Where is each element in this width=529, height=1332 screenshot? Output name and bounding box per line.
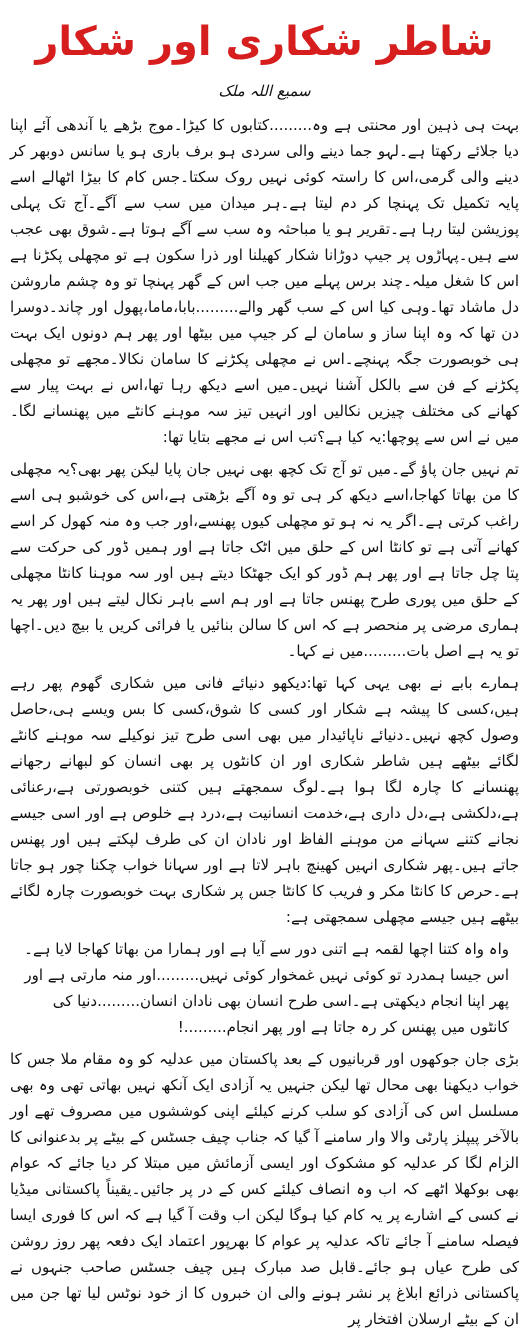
article-paragraph: ہمارے بابے نے بھی یہی کہا تھا:دیکھو دنیائے فانی میں شکاری گھوم پھر رہے ہیں،کسی کا پیشہ ہے شکار اور کسی کا شوق،کسی کا بس ویسے ہی،حاصل وصول کچھ نہیں۔دنیائے ناپائیدار میں بھی اسی طرح تیز نوکیلے سہ موہنے کانٹے لگائے بیٹھے ہیں شاطر شکاری اور ان کانٹوں پر بھی انسان کو لبھانے رجھانے پھنسانے کا چارہ لگا ہوا ہے۔لوگ سمجھتے ہیں کتنی خوبصورتی ہے،رعنائی ہے،دلکشی ہے،دل داری ہے،خدمت انسانیت ہے،درد ہے خلوص ہے اور اسی جیسے نجانے کتنے سہانے من موہنے الفاظ اور نادان ان کی طرف لپکتے ہیں اور پھنس جاتے ہیں۔پھر شکاری انہیں کھینچ باہر لاتا ہے اور سہانا خواب چکنا چور ہو جاتا ہے۔حرص کا کانٹا مکر و فریب کا کانٹا جس پر شکاری بہت خوبصورت چارہ لگائے بیٹھے ہیں جیسے مچھلی سمجھتی ہے: bbox=[10, 674, 519, 926]
article-body bbox=[10, 112, 519, 1332]
article-paragraph: بہت ہی ذہین اور محنتی ہے وہ.........کتابوں کا کیڑا۔موج بڑھے یا آندھی آئے اپنا دیا جلائے رکھتا ہے۔لہو جما دینے والی سردی ہو برف باری ہو یا سانس دوبھر کر دینے والی گرمی،اس کا راستہ کوئی نہیں روک سکتا۔جس کام کا بیڑا اٹھالے اسے پایہ تکمیل تک پہنچا کر دم لیتا ہے۔ہر میدان میں سب سے آگے۔آج تک پہلی پوزیشن لیتا رہا ہے۔تقریر ہو یا مباحثہ وہ سب سے آگے ہوتا ہے۔شوق بھی عجب سے ہیں۔پہاڑوں پر جیپ دوڑانا شکار کھیلنا اور ذرا سکون ہے تو مچھلی پکڑنا ہے اس کا شغل میلہ۔چند برس پہلے میں جب اس کے گھر پہنچا تو وہ چشم ماروشن دل ماشاد تھا۔وہی کیا اس کے سب گھر والے.........بابا،ماما،پھول اور چاند۔دوسرا دن تھا کہ وہ اپنا ساز و سامان لے کر جیپ میں بیٹھا اور پھر ہم دونوں ایک بہت ہی خوبصورت جگہ پہنچے۔اس نے مچھلی پکڑنے کا سامان نکالا۔مجھے تو مچھلی پکڑنے کے فن سے بالکل آشنا نہیں۔میں اسے دیکھ رہا تھا،اس نے بہت پیار سے کھانے کی مختلف چیزیں نکالیں اور انہیں تیز سہ موہنے کانٹے میں پھنسانے لگا۔میں نے اس سے پوچھا:یہ کیا ہے؟تب اس نے مجھے بتایا تھا: bbox=[10, 116, 519, 446]
author-byline: سمیع اللہ ملک bbox=[218, 82, 311, 100]
article-title: شاطر شکاری اور شکار bbox=[35, 19, 494, 65]
article-paragraph-closing: بڑی جان جوکھوں اور قربانیوں کے بعد پاکستان میں عدلیہ کو وہ مقام ملا جس کا خواب دیکھنا بھی محال تھا لیکن جنہیں یہ آزادی ایک آنکھ نہیں بھاتی تھی وہ بھی مسلسل اس کی آزادی کو سلب کرنے کیلئے اپنی کوششوں میں مصروف تھے اور بالآخر پیپلز پارٹی والا وار سامنے آ گیا کہ جناب چیف جسٹس کے بیٹے پر بدعنوانی کا الزام لگا کر عدلیہ کو مشکوک اور ایسی آزمائش میں مبتلا کر دیا جائے کہ عوام بھی بوکھلا اٹھے کہ اب وہ انصاف کیلئے کس کے در پر جائیں۔یقیناً پاکستانی میڈیا نے کسی کے اشارے پر یہ کام کیا ہوگا لیکن اب وقت آ گیا ہے کہ اس کا فوری ایسا فیصلہ سامنے آ جائے تاکہ عدلیہ پر عوام کا بھرپور اعتماد ایک دفعہ پھر روز روشن کی طرح عیاں ہو جائے۔قابل صد مبارک ہیں چیف جسٹس صاحب جنہوں نے پاکستانی ذرائع ابلاغ پر نشر ہونے والی ان خبروں کا از خود نوٹس لیا تھا جن میں ان کے بیٹے ارسلان افتخار پر bbox=[10, 1050, 519, 1328]
article-paragraph: تم نہیں جان پاؤ گے۔میں تو آج تک کچھ بھی نہیں جان پایا لیکن پھر بھی؟یہ مچھلی کا من بھاتا کھاجا،اسے دیکھ کر ہی تو وہ آگے بڑھتی ہے،اس کی خوشبو ہی اسے راغب کرتی ہے۔اگر یہ نہ ہو تو مچھلی کیوں پھنسے،اور جب وہ منہ کھول کر اسے کھانے آتی ہے تو کانٹا اس کے حلق میں اٹک جاتا ہے اور ہمیں ڈور کی حرکت سے پتا چل جاتا ہے اور پھر ہم ڈور کو ایک جھٹکا دیتے ہیں اور سہ موہنا کانٹا مچھلی کے حلق میں پوری طرح پھنس جاتا ہے اور ہم اسے باہر نکال لیتے ہیں اور پھر یہ ہماری مرضی پر منحصر ہے کہ اس کا سالن بنائیں یا فرائی کریں یا بیچ دیں۔اچھا تو یہ ہے اصل بات.........میں نے کہا۔ bbox=[10, 460, 519, 660]
quoted-verse: واہ واہ کتنا اچھا لقمہ ہے اتنی دور سے آیا ہے اور ہمارا من بھاتا کھاجا لایا ہے۔اس جیسا ہمدرد تو کوئی نہیں غمخوار کوئی نہیں.........اور منہ مارتی ہے اور پھر اپنا انجام دیکھتی ہے۔اسی طرح انسان بھی نادان انسان.........دنیا کی کانٹوں میں پھنس کر رہ جاتا ہے اور پھر انجام.........! bbox=[24, 940, 509, 1036]
